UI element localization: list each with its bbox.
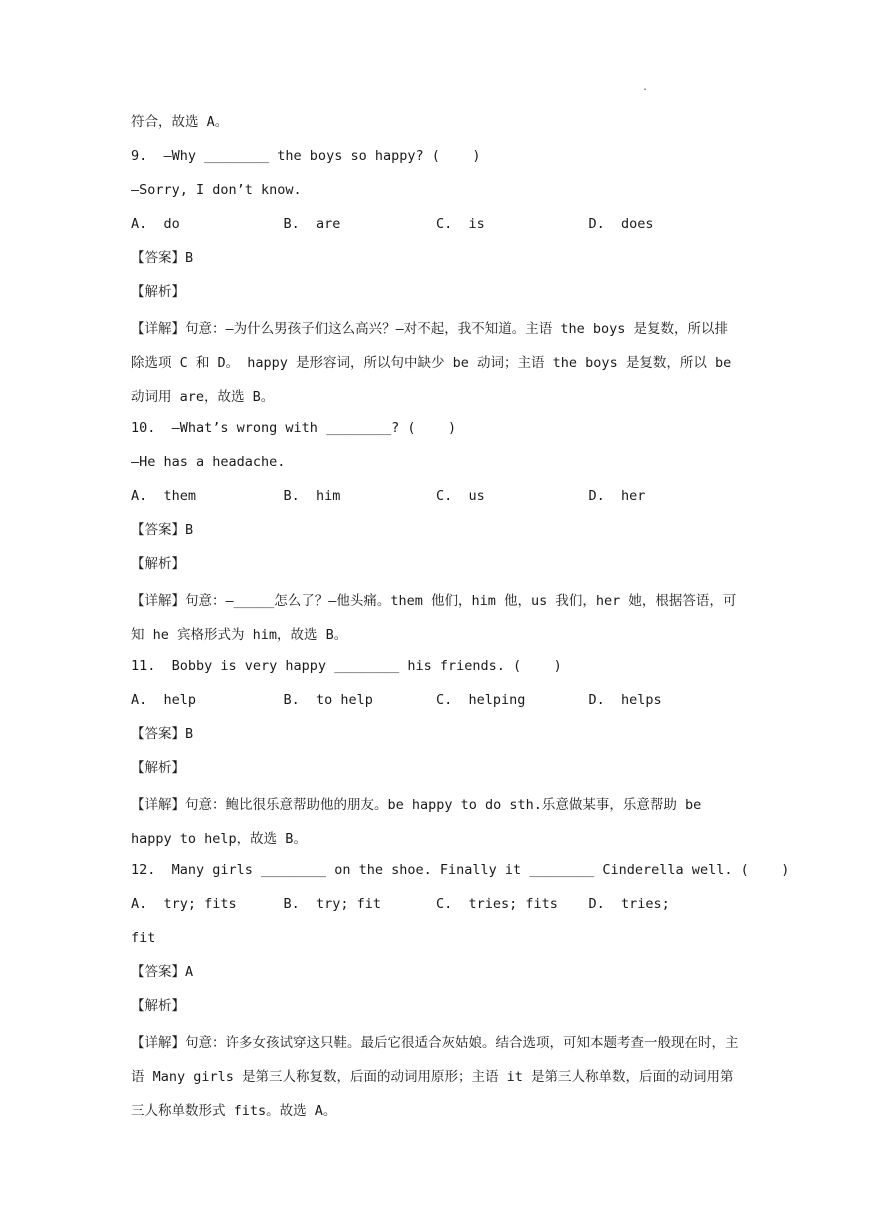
question-11-detail: 【详解】句意：鲍比很乐意帮助他的朋友。be happy to do sth.乐意做某事，乐意帮助 be happy to help，故选 B。 xyxy=(131,797,710,847)
option-a: A. try; fits xyxy=(131,896,237,912)
option-d: D. tries; xyxy=(588,896,670,912)
question-9-options xyxy=(131,210,741,244)
option-d: D. does xyxy=(588,216,654,232)
question-12-analysis-label: 【解析】 xyxy=(131,998,185,1014)
question-11-stem: 11. Bobby is very happy ________ his friends. ( ) xyxy=(131,658,562,674)
option-b: B. to help xyxy=(283,692,373,708)
question-12-stem: 12. Many girls ________ on the shoe. Finally it ________ Cinderella well. ( ) xyxy=(131,862,790,878)
question-12-options xyxy=(131,890,741,924)
option-a: A. help xyxy=(131,692,197,708)
question-9-answer: 【答案】B xyxy=(131,250,194,266)
top-text: 符合，故选 A。 xyxy=(131,114,229,130)
option-b: B. are xyxy=(283,216,341,232)
question-10-detail: 【详解】句意：—_____怎么了？—他头痛。them 他们，him 他，us 我们，her 她，根据答语，可知 he 宾格形式为 him，故选 B。 xyxy=(131,593,737,643)
question-9-response: —Sorry, I don’t know. xyxy=(131,182,302,198)
question-9-analysis-label: 【解析】 xyxy=(131,284,185,300)
option-c: C. tries; fits xyxy=(436,896,558,912)
page-dot-mark: . xyxy=(642,82,649,93)
question-12-option-d-wrap: fit xyxy=(131,930,156,946)
question-10-answer: 【答案】B xyxy=(131,522,194,538)
question-11-options xyxy=(131,686,741,720)
question-10-analysis-label: 【解析】 xyxy=(131,556,185,572)
option-c: C. helping xyxy=(436,692,526,708)
option-b: B. try; fit xyxy=(283,896,382,912)
option-d: D. her xyxy=(588,488,646,504)
question-10-stem: 10. —What’s wrong with ________? ( ) xyxy=(131,420,457,436)
question-9-stem: 9. —Why ________ the boys so happy? ( ) xyxy=(131,148,481,164)
question-12-answer: 【答案】A xyxy=(131,964,194,980)
question-9-detail: 【详解】句意：—为什么男孩子们这么高兴？—对不起，我不知道。主语 the boys 是复数，所以排除选项 C 和 D。 happy 是形容词，所以句中缺少 be 动词；主语 the boys 是复数，所以 be 动词用 are，故选 B。 xyxy=(131,321,740,405)
option-c: C. us xyxy=(436,488,485,504)
option-b: B. him xyxy=(283,488,341,504)
option-d: D. helps xyxy=(588,692,662,708)
document-content xyxy=(131,108,790,1128)
question-10-response: —He has a headache. xyxy=(131,454,286,470)
question-10-options xyxy=(131,482,741,516)
option-a: A. do xyxy=(131,216,180,232)
option-c: C. is xyxy=(436,216,485,232)
question-12-detail: 【详解】句意：许多女孩试穿这只鞋。最后它很适合灰姑娘。结合选项，可知本题考查一般现在时，主语 Many girls 是第三人称复数，后面的动词用原形；主语 it 是第三人称单数，后面的动词用第三人称单数形式 fits。故选 A。 xyxy=(131,1035,739,1119)
option-a: A. them xyxy=(131,488,197,504)
question-11-answer: 【答案】B xyxy=(131,726,194,742)
question-11-analysis-label: 【解析】 xyxy=(131,760,185,776)
